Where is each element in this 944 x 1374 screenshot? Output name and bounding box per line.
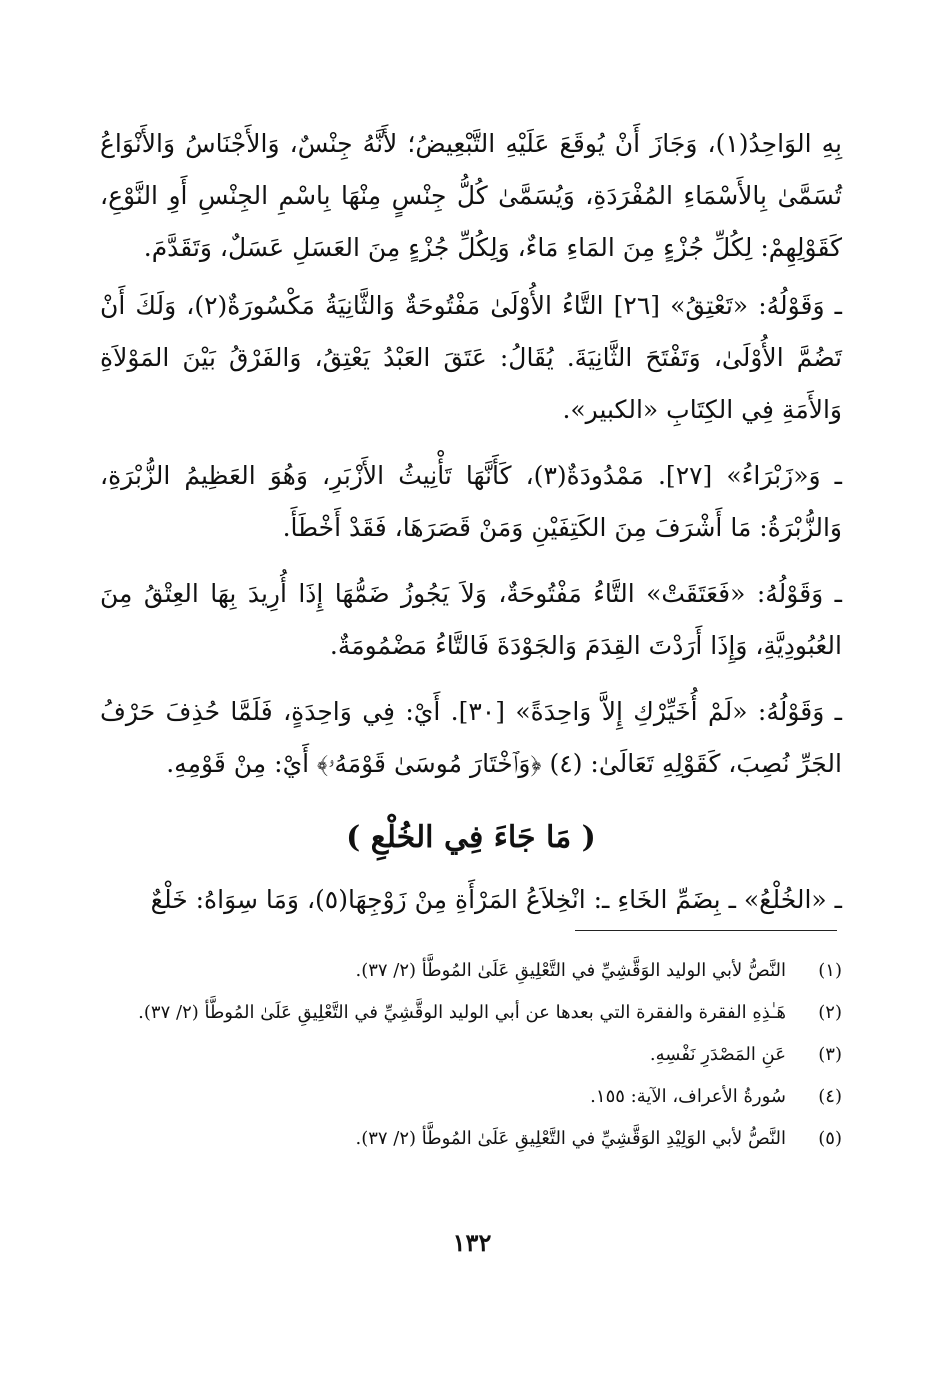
footnote-number: (١) [818, 960, 842, 981]
paragraph-4: ـ وَقَوْلُهُ: «فَعَتَقَتْ» التَّاءُ مَفْتُوحَةٌ، وَلاَ يَجُوزُ ضَمُّهَا إِذَا أُرِيدَ بِهَا العِتْقُ مِنَ العُبُودِيَّةِ، وَإِذَا أَرَدْتَ القِدَمَ وَالجَوْدَةَ فَالتَّاءُ مَضْمُومَةٌ. [100, 579, 842, 660]
footnote-text: النَّصُّ لأبي الوليد الوَقَّشِيِّ في التَّعْلِيقِ عَلَىٰ المُوطَّأ (٢/ ٣٧). [355, 960, 786, 981]
main-text [100, 118, 842, 932]
footnote-text: النَّصُّ لأبي الوَلِيْدِ الوَقَّشِيِّ في التَّعْلِيقِ عَلَىٰ المُوطَّأ (٢/ ٣٧). [355, 1128, 786, 1149]
footnote-number: (٤) [818, 1086, 842, 1107]
section-first-line: ـ «الخُلْعُ» ـ بِضَمِّ الخَاءِ ـ: انْخِلاَعُ المَرْأَةِ مِنْ زَوْجِهَا(٥)، وَمَا سِوَاهُ: خَلْعٌ [150, 885, 842, 914]
section-heading: ( مَا جَاءَ فِي الخُلْعِ ) [346, 820, 596, 855]
paragraph-3: ـ وَ«زَبْرَاءُ» [٢٧]. مَمْدُودَةٌ(٣)، كَأَنَّهَا تَأْنِيثُ الأَزْبَرِ، وَهُوَ العَظِيمُ الزُّبْرَةِ، وَالزُّبْرَةُ: مَا أَشْرَفَ مِنَ الكَتِفَيْنِ وَمَنْ قَصَرَهَا، فَقَدْ أَخْطَأَ. [100, 461, 842, 542]
footnote-5 [100, 1118, 842, 1160]
footnote-number: (٣) [818, 1044, 842, 1065]
footnote-text: سُورةُ الأعراف، الآية: ١٥٥. [590, 1086, 786, 1107]
footnote-4 [100, 1076, 842, 1118]
page-number: ١٣٢ [452, 1228, 492, 1257]
footnote-1 [100, 950, 842, 992]
paragraph-5: ـ وَقَوْلُهُ: «لَمْ أُخَيِّرْكِ إِلاَّ وَاحِدَةً» [٣٠]. أَيْ: فِي وَاحِدَةٍ، فَلَمَّا حُذِفَ حَرْفُ الجَرِّ نُصِبَ، كَقَوْلِهِ تَعَالَىٰ: (٤) ﴿وَٱخْتَارَ مُوسَىٰ قَوْمَهُۥ﴾ أَيْ: مِنْ قَوْمِهِ. [100, 697, 842, 778]
footnotes [100, 950, 842, 1160]
footnote-number: (٢) [818, 1002, 842, 1023]
paragraph-1: بِهِ الوَاحِدُ(١)، وَجَازَ أَنْ يُوقَعَ عَلَيْهِ التَّبْعِيضُ؛ لأَنَّهُ جِنْسٌ، وَالأَجْنَاسُ وَالأَنْوَاعُ تُسَمَّىٰ بِالأَسْمَاءِ المُفْرَدَةِ، وَيُسَمَّىٰ كُلُّ جِنْسٍ مِنْهَا بِاسْمِ الجِنْسِ أَوِ النَّوْعِ، كَقَوْلِهِمْ: لِكُلِّ جُزْءٍ مِنَ المَاءِ مَاءٌ، وَلِكُلِّ جُزْءٍ مِنَ العَسَلِ عَسَلٌ، وَتَقَدَّمَ. [100, 129, 842, 262]
footnote-text: عَنِ المَصْدَرِ نَفْسِهِ. [649, 1044, 786, 1065]
footnote-divider [575, 930, 837, 931]
paragraph-2: ـ وَقَوْلُهُ: «تَعْتِقُ» [٢٦] التَّاءُ الأُوْلَىٰ مَفْتُوحَةٌ وَالثَّانِيَةُ مَكْسُورَةٌ(٢)، وَلَكَ أَنْ تَضُمَّ الأُوْلَىٰ، وَتَفْتَحَ الثَّانِيَةَ. يُقَالُ: عَتَقَ العَبْدُ يَعْتِقُ، وَالفَرْقُ بَيْنَ المَوْلاَةِ وَالأَمَةِ فِي الكِتَابِ «الكبير». [100, 291, 843, 424]
footnote-3 [100, 1034, 842, 1076]
footnote-text: هَـٰذِهِ الفقرة والفقرة التي بعدها عن أبي الوليد الوقَّشِيِّ في التَّعْلِيقِ عَلَىٰ المُوطَّأ (٢/ ٣٧). [138, 1002, 786, 1023]
footnote-number: (٥) [818, 1128, 842, 1149]
footnote-2 [100, 992, 842, 1034]
